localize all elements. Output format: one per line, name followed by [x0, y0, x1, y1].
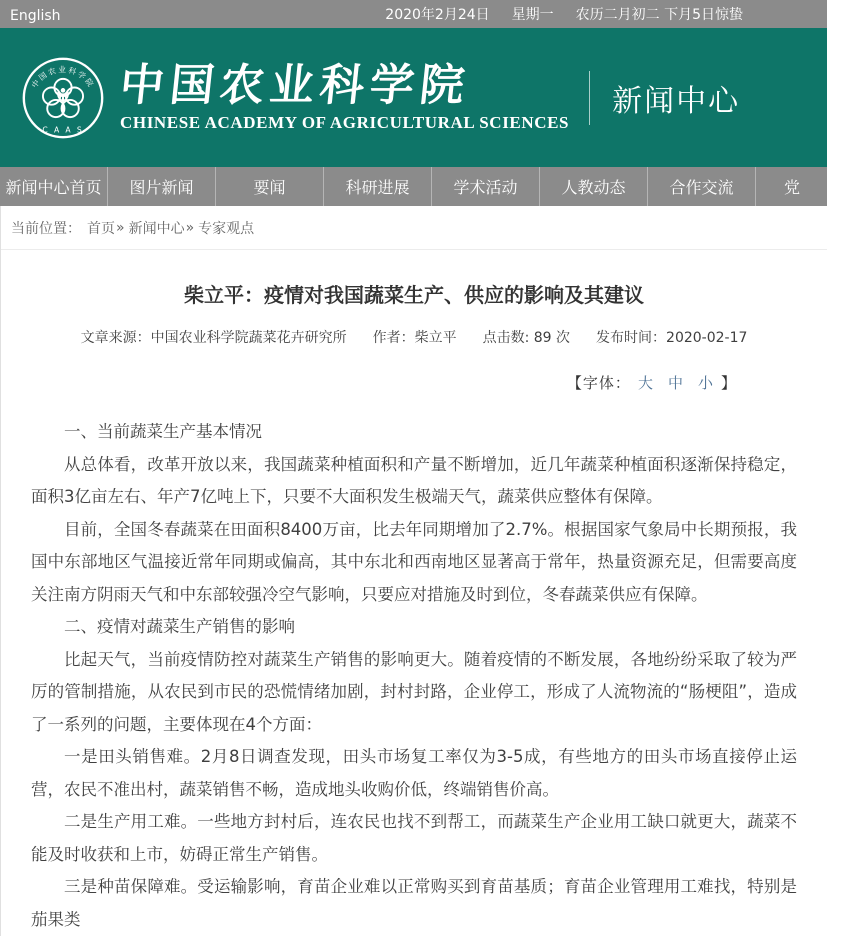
brand-block[interactable]: [117, 60, 570, 132]
article-paragraph: 三是种苗保障难。受运输影响，育苗企业难以正常购买到育苗基质；育苗企业管理用工难找，特别是茄果类: [31, 877, 797, 929]
english-link[interactable]: English: [10, 7, 61, 24]
brand-name-en: CHINESE ACADEMY OF AGRICULTURAL SCIENCES: [120, 112, 570, 132]
article-title: 柴立平：疫情对我国蔬菜生产、供应的影响及其建议: [184, 283, 644, 307]
article-published: 发布时间：2020-02-17: [596, 330, 748, 346]
breadcrumb-link[interactable]: 首页: [87, 220, 115, 237]
article-paragraph: 从总体看，改革开放以来，我国蔬菜种植面积和产量不断增加，近几年蔬菜种植面积逐渐保持稳定，面积3亿亩左右、年产7亿吨上下，只要不大面积发生极端天气，蔬菜供应整体有保障。: [31, 454, 797, 506]
nav-item[interactable]: 人教动态: [540, 167, 648, 206]
breadcrumb-separator: »: [116, 219, 125, 236]
main-nav: [0, 167, 827, 206]
article-paragraph: 一、当前蔬菜生产基本情况: [64, 422, 262, 441]
fontsize-prefix: 【字体：: [566, 374, 631, 392]
masthead: [0, 28, 827, 167]
nav-item[interactable]: 科研进展: [324, 167, 432, 206]
logo-caas-text: C A A S: [42, 124, 84, 134]
article-paragraph: 一是田头销售难。2月8日调查发现，田头市场复工率仅为3-5成，有些地方的田头市场直接停止运营，农民不准出村，蔬菜销售不畅，造成地头收购价低，终端销售价高。: [31, 747, 797, 799]
top-utility-bar: [0, 0, 827, 28]
fontsize-bar: [31, 372, 797, 393]
fontsize-medium-button[interactable]: 中: [667, 374, 684, 392]
site-section-title: 新闻中心: [589, 71, 740, 125]
date-text: 2020年2月24日: [385, 7, 490, 23]
article-body: [31, 416, 797, 936]
nav-item[interactable]: 图片新闻: [108, 167, 216, 206]
article-hits: 点击数: 89 次: [482, 330, 571, 346]
weekday-text: 星期一: [511, 7, 554, 23]
date-info: [385, 4, 743, 24]
breadcrumb-label: 当前位置：: [11, 220, 81, 237]
caas-logo-icon: [20, 55, 106, 141]
article-paragraph: 比起天气，当前疫情防控对蔬菜生产销售的影响更大。随着疫情的不断发展，各地纷纷采取了较为严厉的管制措施，从农民到市民的恐慌情绪加剧，封村封路，企业停工，形成了人流物流的“肠梗阻”，造成了一系列的问题，主要体现在4个方面：: [31, 649, 797, 734]
article-source: 文章来源：中国农业科学院蔬菜花卉研究所: [80, 330, 347, 346]
article-paragraph: 二是生产用工难。一些地方封村后，连农民也找不到帮工，而蔬菜生产企业用工缺口就更大，蔬菜不能及时收获和上市，妨碍正常生产销售。: [31, 812, 797, 864]
brand-name-cn: 中国农业科学院: [117, 60, 473, 112]
breadcrumb-separator: »: [185, 219, 195, 236]
article-author: 作者：柴立平: [372, 330, 457, 346]
breadcrumb: [1, 206, 827, 250]
breadcrumb-link[interactable]: 专家观点: [198, 220, 255, 237]
fontsize-large-button[interactable]: 大: [637, 374, 654, 392]
article: [1, 280, 827, 936]
fontsize-small-button[interactable]: 小: [697, 374, 714, 392]
nav-item[interactable]: 合作交流: [648, 167, 756, 206]
article-paragraph: 目前，全国冬春蔬菜在田面积8400万亩，比去年同期增加了2.7%。根据国家气象局中长期预报，我国中东部地区气温接近常年同期或偏高，其中东北和西南地区显著高于常年，热量资源充足，但需要高度关注南方阴雨天气和中东部较强冷空气影响，只要应对措施及时到位，冬春蔬菜供应有保障。: [31, 519, 797, 604]
nav-item[interactable]: 党: [784, 178, 801, 197]
logo-arc-text: 中国农业科学院: [29, 64, 97, 90]
breadcrumb-link[interactable]: 新闻中心: [128, 220, 185, 237]
article-paragraph: 二、疫情对蔬菜生产销售的影响: [64, 617, 295, 636]
nav-item[interactable]: 要闻: [216, 167, 324, 206]
content-frame: [0, 206, 827, 936]
lunar-date-text: 农历二月初二 下月5日惊蛰: [575, 7, 743, 23]
article-meta: [31, 327, 797, 347]
nav-item[interactable]: 学术活动: [432, 167, 540, 206]
fontsize-suffix: 】: [720, 374, 737, 392]
nav-item[interactable]: 新闻中心首页: [0, 167, 108, 206]
